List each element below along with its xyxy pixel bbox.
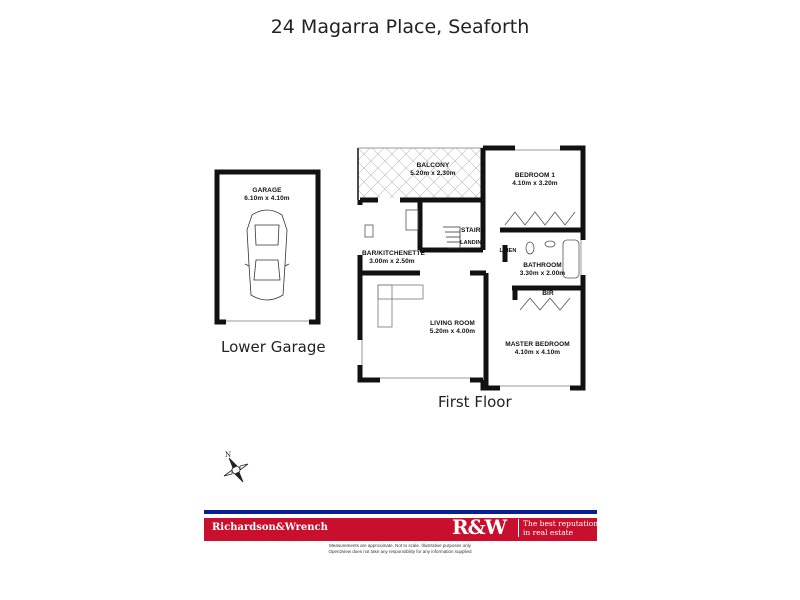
lower-garage-label: Lower Garage bbox=[221, 338, 326, 356]
car-icon bbox=[245, 210, 289, 300]
agency-brand-name: Richardson&Wrench bbox=[212, 522, 328, 533]
room-bir-1: BIR bbox=[534, 227, 546, 234]
disclaimer: Measurements are approximate. Not to scale. Illustrative purposes only Open2view does not take any responsibility for any information supplied bbox=[328, 543, 472, 554]
room-balcony: BALCONY 5.20m x 2.30m bbox=[410, 162, 456, 177]
agency-slogan: The best reputation in real estate bbox=[518, 519, 598, 537]
room-linen: LINEN bbox=[499, 248, 517, 254]
sofa-icon bbox=[378, 285, 423, 327]
compass-north-label: N bbox=[225, 451, 232, 459]
room-bathroom: BATHROOM 3.30m x 2.00m bbox=[519, 262, 566, 277]
room-garage: GARAGE 6.10m x 4.10m bbox=[244, 187, 290, 202]
stairs-icon bbox=[443, 227, 460, 248]
room-bedroom-1: BEDROOM 1 4.10m x 3.20m bbox=[512, 172, 558, 187]
room-bir-2: BIR bbox=[542, 290, 554, 297]
first-floor-label: First Floor bbox=[438, 393, 512, 411]
room-living-room: LIVING ROOM 5.20m x 4.00m bbox=[429, 320, 476, 335]
compass-rose-icon bbox=[224, 458, 248, 482]
room-landing: LANDING bbox=[460, 240, 486, 246]
page-title: 24 Magarra Place, Seaforth bbox=[270, 16, 530, 38]
room-master-bedroom: MASTER BEDROOM 4.10m x 4.10m bbox=[505, 341, 570, 356]
room-stairs: STAIRS bbox=[461, 227, 485, 234]
agency-logo: R&W bbox=[452, 515, 507, 539]
banner-stripe bbox=[204, 510, 597, 514]
room-bar-kitchenette: BAR/KITCHENETTE 3.00m x 2.50m bbox=[362, 250, 425, 265]
